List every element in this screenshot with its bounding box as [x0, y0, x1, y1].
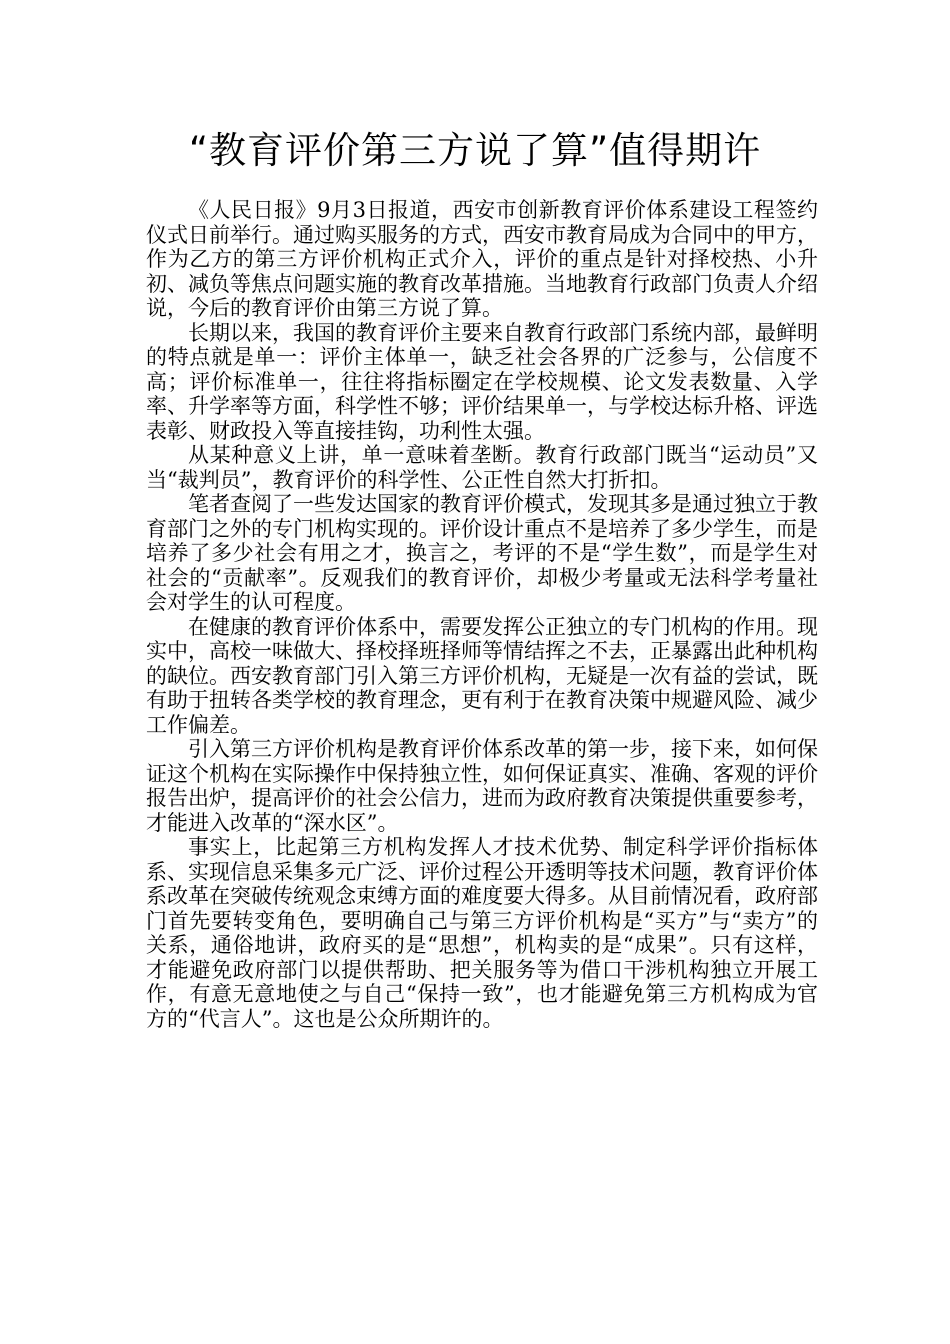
paragraph-5: 在健康的教育评价体系中，需要发挥公正独立的专门机构的作用。现实中，高校一味做大、择校择班择师等情结挥之不去，正暴露出此种机构的缺位。西安教育部门引入第三方评价机构，无疑是一次有益的尝试，既有助于扭转各类学校的教育理念，更有利于在教育决策中规避风险、减少工作偏差。 [146, 614, 818, 737]
paragraph-6: 引入第三方评价机构是教育评价体系改革的第一步，接下来，如何保证这个机构在实际操作中保持独立性，如何保证真实、准确、客观的评价报告出炉，提高评价的社会公信力，进而为政府教育决策提供重要参考，才能进入改革的“深水区”。 [146, 737, 818, 835]
paragraph-7: 事实上，比起第三方机构发挥人才技术优势、制定科学评价指标体系、实现信息采集多元广泛、评价过程公开透明等技术问题，教育评价体系改革在突破传统观念束缚方面的难度要大得多。从目前情况看，政府部门首先要转变角色，要明确自己与第三方评价机构是“买方”与“卖方”的关系，通俗地讲，政府买的是“思想”，机构卖的是“成果”。只有这样，才能避免政府部门以提供帮助、把关服务等为借口干涉机构独立开展工作，有意无意地使之与自己“保持一致”，也才能避免第三方机构成为官方的“代言人”。这也是公众所期许的。 [146, 835, 818, 1031]
article-body [146, 198, 818, 1031]
paragraph-1: 《人民日报》9月3日报道，西安市创新教育评价体系建设工程签约仪式日前举行。通过购买服务的方式，西安市教育局成为合同中的甲方，作为乙方的第三方评价机构正式介入，评价的重点是针对择校热、小升初、减负等焦点问题实施的教育改革措施。当地教育行政部门负责人介绍说，今后的教育评价由第三方说了算。 [146, 198, 818, 320]
document-title: “教育评价第三方说了算”值得期许 [188, 129, 762, 172]
paragraph-4: 笔者查阅了一些发达国家的教育评价模式，发现其多是通过独立于教育部门之外的专门机构实现的。评价设计重点不是培养了多少学生，而是培养了多少社会有用之才，换言之，考评的不是“学生数”，而是学生对社会的“贡献率”。反观我们的教育评价，却极少考量或无法科学考量社会对学生的认可程度。 [146, 492, 818, 614]
paragraph-3: 从某种意义上讲，单一意味着垄断。教育行政部门既当“运动员”又当“裁判员”，教育评价的科学性、公正性自然大打折扣。 [146, 443, 818, 492]
paragraph-2: 长期以来，我国的教育评价主要来自教育行政部门系统内部，最鲜明的特点就是单一：评价主体单一，缺乏社会各界的广泛参与，公信度不高；评价标准单一，往往将指标圈定在学校规模、论文发表数量、入学率、升学率等方面，科学性不够；评价结果单一，与学校达标升格、评选表彰、财政投入等直接挂钩，功利性太强。 [146, 320, 818, 443]
